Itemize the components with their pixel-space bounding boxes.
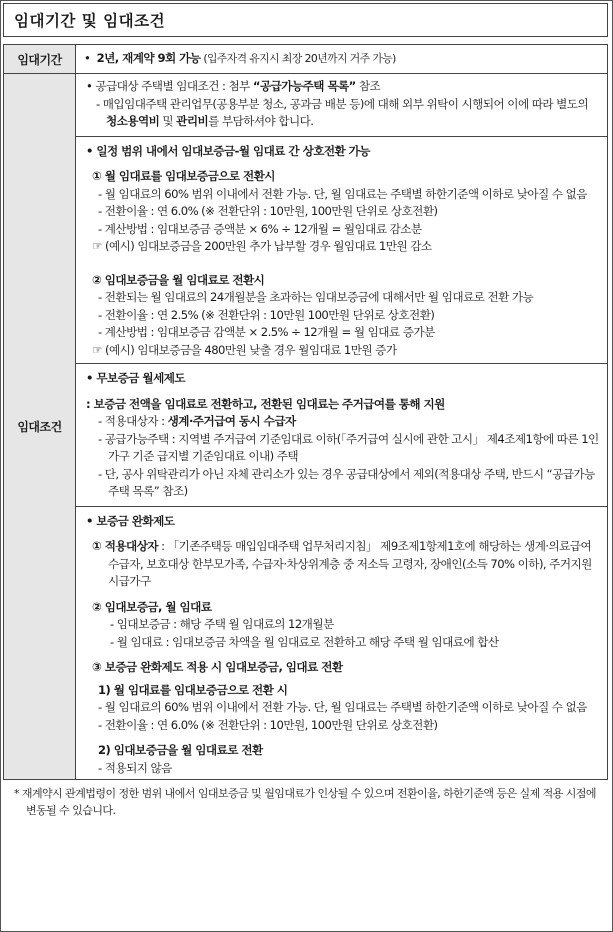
no-deposit-cell xyxy=(76,364,608,507)
deposit-relief-amount-1: - 임대보증금 : 해당 주택 월 임대료의 12개월분 xyxy=(110,617,334,631)
conversion-head: • 일정 범위 내에서 임대보증금-월 임대료 간 상호전환 가능 xyxy=(86,143,370,158)
period-detail: (입주자격 유지시 최장 20년까지 거주 가능) xyxy=(200,52,396,65)
relief-deposit-to-rent-head: 2) 임대보증금을 월 임대료로 전환 xyxy=(98,743,263,757)
footnote: * 재계약시 관계법령이 정한 범위 내에서 임대보증금 및 월임대료가 인상될 수 있으며 전환이율, 하한기준액 등은 실제 적용 시점에 변동될 수 있습니다. xyxy=(14,787,596,817)
no-deposit-housing: - 공급가능주택 : 지역별 주거급여 기준임대료 이하(「주거급여 실시에 관한 고시」 제4조제1항에 따른 1인 가구 기준 급지별 기준임대료 이내) 주택 xyxy=(98,431,599,463)
period-content xyxy=(76,45,608,74)
relief-deposit-to-rent-line-1: - 적용되지 않음 xyxy=(98,760,172,775)
supply-conditions-head: • 공급대상 주택별 임대조건 : 첨부 “공급가능주택 목록” 참조 xyxy=(86,79,381,93)
conditions-row-1 xyxy=(4,74,608,137)
deposit-to-rent-line-1: - 전환되는 월 임대료의 24개월분을 초과하는 임대보증금에 대해서만 월 임대료로 전환 가능 xyxy=(98,290,534,304)
no-deposit-exception: - 단, 공사 위탁관리가 아닌 자체 관리소가 있는 경우 공급대상에서 제외(적용대상 주택, 반드시 “공급가능주택 목록” 참조) xyxy=(98,466,595,498)
supply-conditions-cell xyxy=(76,74,608,137)
management-fee-note: - 매입임대주택 관리업무(공용부분 청소, 공과금 배분 등)에 대해 외부 위탁이 시행되어 이에 따라 별도의 청소용역비 및 관리비를 부담하셔야 합니다. xyxy=(96,96,589,128)
conditions-row-2 xyxy=(4,136,608,364)
deposit-to-rent-example: ☞ (예시) 임대보증금을 480만원 낮출 경우 월임대료 1만원 증가 xyxy=(92,342,397,357)
period-main: 2년, 재계약 9회 가능 xyxy=(96,51,201,65)
deposit-relief-target: ① 적용대상자 : 「기존주택등 매입임대주택 업무처리지침」 제9조제1항제1호에 해당하는 생계·의료급여 수급자, 보호대상 한부모가족, 수급자·차상위계층 중 저소득 고령자, 장애인(소득 70% 이하), 주거지원 시급가구 xyxy=(92,539,592,588)
rent-to-deposit-line-3: - 계산방법 : 임대보증금 증액분 × 6% ÷ 12개월 = 월임대료 감소분 xyxy=(98,221,422,236)
period-bullet: • xyxy=(84,51,97,65)
conversion-cell xyxy=(76,136,608,364)
conditions-label: 임대조건 xyxy=(4,74,76,780)
relief-rent-to-deposit-line-1: - 월 임대료의 60% 범위 이내에서 전환 가능. 단, 월 임대료는 주택별 하한기준액 이하로 낮아질 수 없음 xyxy=(98,700,587,714)
deposit-to-rent-line-3: - 계산방법 : 임대보증금 감액분 × 2.5% ÷ 12개월 = 월 임대료 증가분 xyxy=(98,325,435,339)
period-row xyxy=(4,45,608,74)
rent-to-deposit-line-2: - 전환이율 : 연 6.0% (※ 전환단위 : 10만원, 100만원 단위로 상호전환) xyxy=(98,204,438,218)
deposit-relief-conversion-head: ③ 보증금 완화제도 적용 시 임대보증금, 임대료 전환 xyxy=(92,660,343,674)
deposit-relief-head: • 보증금 완화제도 xyxy=(86,513,175,528)
relief-rent-to-deposit-head: 1) 월 임대료를 임대보증금으로 전환 시 xyxy=(98,682,288,697)
rent-to-deposit-example: ☞ (예시) 임대보증금을 200만원 추가 납부할 경우 월임대료 1만원 감소 xyxy=(92,239,432,253)
lease-conditions-table xyxy=(3,44,608,780)
deposit-relief-amount-2: - 월 임대료 : 임대보증금 차액을 월 임대료로 전환하고 해당 주택 월 임대료에 합산 xyxy=(110,634,499,649)
no-deposit-target: - 적용대상자 : 생계·주거급여 동시 수급자 xyxy=(98,414,296,428)
rent-to-deposit-line-1: - 월 임대료의 60% 범위 이내에서 전환 가능. 단, 월 임대료는 주택별 하한기준액 이하로 낮아질 수 없음 xyxy=(98,186,587,201)
deposit-to-rent-line-2: - 전환이율 : 연 2.5% (※ 전환단위 : 10만원 100만원 단위로 상호전환) xyxy=(98,307,435,322)
deposit-relief-amounts-head: ② 임대보증금, 월 임대료 xyxy=(92,599,212,614)
no-deposit-head: • 무보증금 월세제도 xyxy=(86,371,186,385)
relief-rent-to-deposit-line-2: - 전환이율 : 연 6.0% (※ 전환단위 : 10만원, 100만원 단위로 상호전환) xyxy=(98,717,438,732)
deposit-to-rent-head: ② 임대보증금을 월 임대료로 전환시 xyxy=(92,272,265,287)
conditions-row-4 xyxy=(4,506,608,780)
period-label: 임대기간 xyxy=(4,45,76,74)
no-deposit-summary: : 보증금 전액을 임대료로 전환하고, 전환된 임대료는 주거급여를 통해 지원 xyxy=(86,396,445,411)
conditions-row-3 xyxy=(4,364,608,507)
section-title: 임대기간 및 임대조건 xyxy=(3,3,608,37)
deposit-relief-cell xyxy=(76,506,608,780)
rent-to-deposit-head: ① 월 임대료를 임대보증금으로 전환시 xyxy=(92,169,275,183)
